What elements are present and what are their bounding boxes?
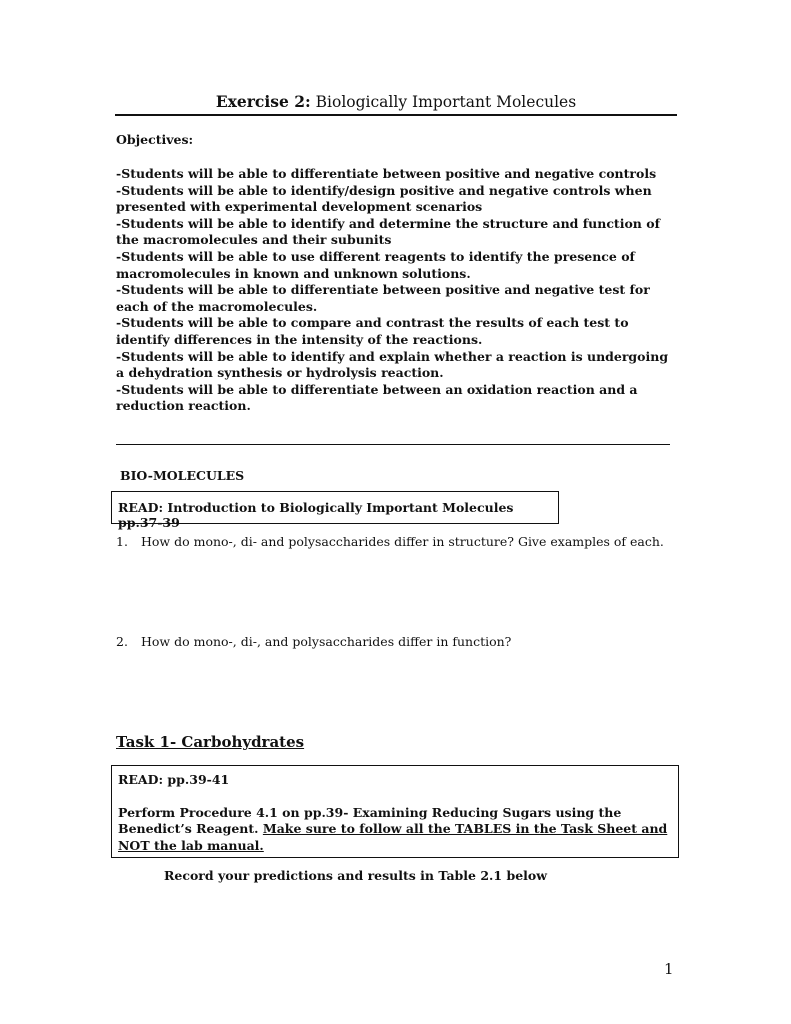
page-number: 1 bbox=[664, 960, 674, 978]
read-intro-box: READ: Introduction to Biologically Important Molecules pp.37-39 bbox=[111, 491, 559, 524]
objective-item: -Students will be able to differentiate between positive and negative test for each of the macromolecules. bbox=[116, 282, 650, 314]
objective-item: -Students will be able to identify and determine the structure and function of the macromolecules and their subunits bbox=[116, 215, 660, 248]
procedure-text: Perform Procedure 4.1 on pp.39- Examining Reducing Sugars using the Benedict’s Reagent. bbox=[118, 804, 622, 837]
objective-item: -Students will be able to identify/design positive and negative controls when presented with experimental development scenarios bbox=[116, 182, 652, 215]
question-number: 2. bbox=[116, 634, 128, 649]
task-1-read: READ: pp.39-41 bbox=[118, 772, 230, 787]
section-divider bbox=[116, 444, 670, 445]
objective-item: -Students will be able to compare and contrast the results of each test to identify differences in the intensity of the reactions. bbox=[116, 315, 629, 347]
task-1-procedure bbox=[118, 805, 672, 855]
title-underline-rule bbox=[115, 114, 677, 116]
task-1-instructions-box bbox=[111, 765, 679, 858]
question-number: 1. bbox=[116, 534, 128, 549]
exercise-title bbox=[115, 92, 677, 112]
procedure-warning: Make sure to follow all the TABLES in the Task Sheet and NOT the lab manual. bbox=[118, 821, 668, 853]
objective-item: -Students will be able to identify and explain whether a reaction is undergoing a dehydration synthesis or hydrolysis reaction. bbox=[116, 348, 669, 381]
objective-item: -Students will be able to differentiate between positive and negative controls bbox=[116, 166, 657, 181]
question-2 bbox=[116, 634, 511, 649]
objective-item: -Students will be able to use different reagents to identify the presence of macromolecules in known and unknown solutions. bbox=[116, 248, 635, 281]
objective-item: -Students will be able to differentiate between an oxidation reaction and a reduction reaction. bbox=[116, 381, 638, 414]
question-text: How do mono-, di- and polysaccharides differ in structure? Give examples of each. bbox=[141, 534, 664, 549]
exercise-title-bold: Exercise 2: bbox=[215, 92, 311, 111]
objectives-list bbox=[116, 166, 676, 415]
exercise-title-rest: Biologically Important Molecules bbox=[310, 93, 577, 111]
question-text: How do mono-, di-, and polysaccharides differ in function? bbox=[141, 634, 512, 649]
task-1-heading: Task 1- Carbohydrates bbox=[116, 733, 305, 751]
record-instruction: Record your predictions and results in Table 2.1 below bbox=[164, 868, 547, 883]
objectives-heading: Objectives: bbox=[116, 132, 194, 147]
question-1 bbox=[116, 534, 664, 549]
bio-molecules-heading: BIO-MOLECULES bbox=[120, 468, 245, 483]
